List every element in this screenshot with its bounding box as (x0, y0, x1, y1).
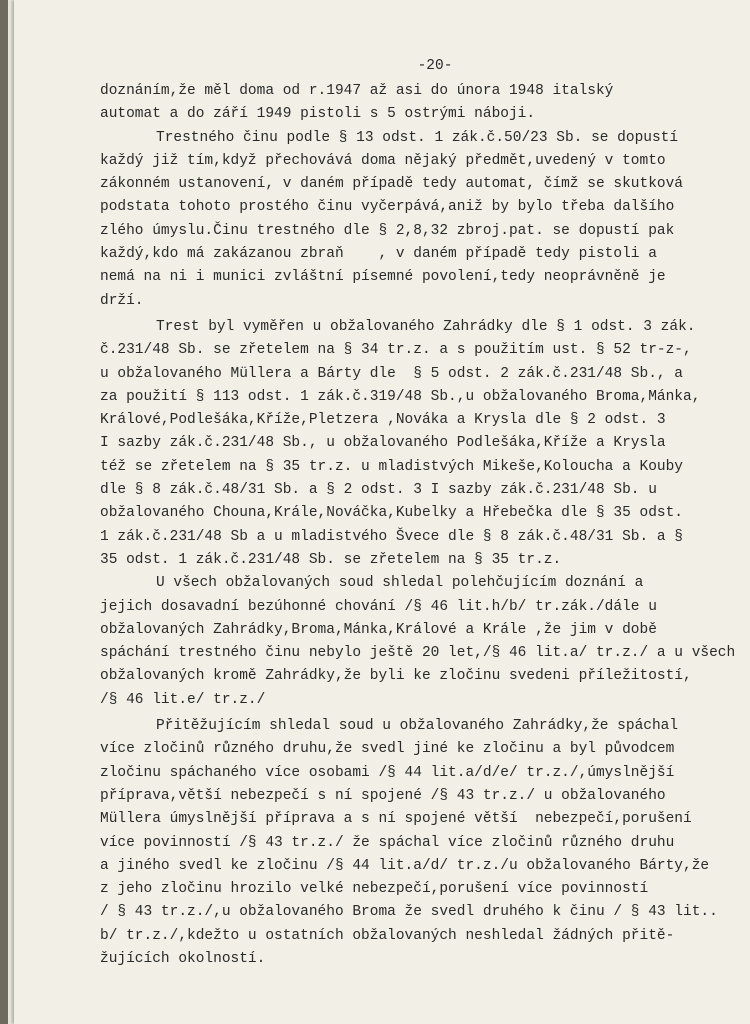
text-line: obžalovaných Zahrádky,Broma,Mánka,Králové a Krále ,že jim v době (100, 621, 657, 638)
text-line: / § 43 tr.z./,u obžalovaného Broma že svedl druhého k činu / § 43 lit.. (100, 904, 718, 921)
text-line: Trestného činu podle § 13 odst. 1 zák.č.50/23 Sb. se dopustí (156, 129, 679, 146)
text-line: jejich dosavadní bezúhonné chování /§ 46 lit.h/b/ tr.zák./dále u (100, 598, 657, 615)
paragraph-crime-definition (100, 127, 730, 313)
text-line: zlého úmyslu.Činu trestného dle § 2,8,32 zbroj.pat. se dopustí pak (100, 222, 675, 239)
text-line: obžalovaného Chouna,Krále,Nováčka,Kubelky a Hřebečka dle § 35 odst. (100, 505, 683, 522)
text-line: nemá na ni i munici zvláštní písemné povolení,tedy neoprávněně je (100, 269, 666, 286)
paragraph-sentencing (100, 316, 730, 572)
document-page (14, 0, 750, 1024)
text-line: 35 odst. 1 zák.č.231/48 Sb. se zřetelem na § 35 tr.z. (100, 551, 562, 568)
text-line: 1 zák.č.231/48 Sb a u mladistvého Švece dle § 8 zák.č.48/31 Sb. a § (100, 528, 683, 545)
text-line: č.231/48 Sb. se zřetelem na § 34 tr.z. a s použitím ust. § 52 tr-z-, (100, 342, 692, 359)
text-line: dle § 8 zák.č.48/31 Sb. a § 2 odst. 3 I sazby zák.č.231/48 Sb. u (100, 482, 657, 499)
text-line: více povinností /§ 43 tr.z./ že spáchal více zločinů různého druhu (100, 834, 675, 851)
text-line: zločinu spáchaného více osobami /§ 44 lit.a/d/e/ tr.z./,úmyslnější (100, 764, 675, 781)
text-line: b/ tr.z./,kdežto u ostatních obžalovaných neshledal žádných přitě- (100, 927, 675, 944)
text-line: též se zřetelem na § 35 tr.z. u mladistvých Mikeše,Koloucha a Kouby (100, 458, 683, 475)
text-line: podstata tohoto prostého činu vyčerpává,aniž by bylo třeba dalšího (100, 199, 675, 216)
text-line: žujících okolností. (100, 950, 266, 967)
text-line: Přitěžujícím shledal soud u obžalovaného Zahrádky,že spáchal (156, 718, 679, 735)
paragraph-confession (100, 80, 730, 127)
text-line: Králové,Podlešáka,Kříže,Pletzera ,Nováka a Krysla dle § 2 odst. 3 (100, 412, 666, 429)
page-number: -20- (417, 58, 453, 74)
text-line: příprava,větší nebezpečí s ní spojené /§ 43 tr.z./ u obžalovaného (100, 787, 666, 804)
text-line: za použití § 113 odst. 1 zák.č.319/48 Sb.,u obžalovaného Broma,Mánka, (100, 388, 701, 405)
text-line: doznáním,že měl doma od r.1947 až asi do února 1948 italský (100, 83, 614, 99)
text-line: I sazby zák.č.231/48 Sb., u obžalovaného Podlešáka,Kříže a Krysla (100, 435, 666, 452)
text-line: každý,kdo má zakázanou zbraň , v daném případě tedy pistoli a (100, 246, 657, 263)
text-line: Müllera úmyslnější příprava a s ní spojené větší nebezpečí,porušení (100, 811, 692, 828)
paragraph-aggravating (100, 715, 730, 971)
text-line: U všech obžalovaných soud shledal polehčujícím doznání a (156, 575, 644, 592)
paragraph-mitigating (100, 572, 736, 712)
text-line: drží. (100, 292, 144, 309)
text-line: u obžalovaného Müllera a Bárty dle § 5 odst. 2 zák.č.231/48 Sb., a (100, 365, 683, 382)
text-line: a jiného svedl ke zločinu /§ 44 lit.a/d/ tr.z./u obžalovaného Bárty,že (100, 857, 710, 874)
text-line: každý již tím,když přechovává doma nějaký předmět,uvedený v tomto (100, 152, 666, 169)
text-line: /§ 46 lit.e/ tr.z./ (100, 691, 266, 708)
text-line: obžalovaných kromě Zahrádky,že byli ke zločinu svedeni příležitostí, (100, 668, 692, 685)
text-line: spáchání trestného činu nebylo ještě 20 let,/§ 46 lit.a/ tr.z./ a u všech (100, 645, 736, 662)
text-line: zákonném ustanovení, v daném případě tedy automat, čímž se skutková (100, 176, 683, 193)
text-line: více zločinů různého druhu,že svedl jiné ke zločinu a byl původcem (100, 741, 675, 758)
text-line: automat a do září 1949 pistoli s 5 ostrými náboji. (100, 106, 536, 123)
text-line: z jeho zločinu hrozilo velké nebezpečí,porušení více povinností (100, 881, 649, 898)
text-line: Trest byl vyměřen u obžalovaného Zahrádky dle § 1 odst. 3 zák. (156, 318, 696, 335)
page-content (100, 58, 736, 971)
